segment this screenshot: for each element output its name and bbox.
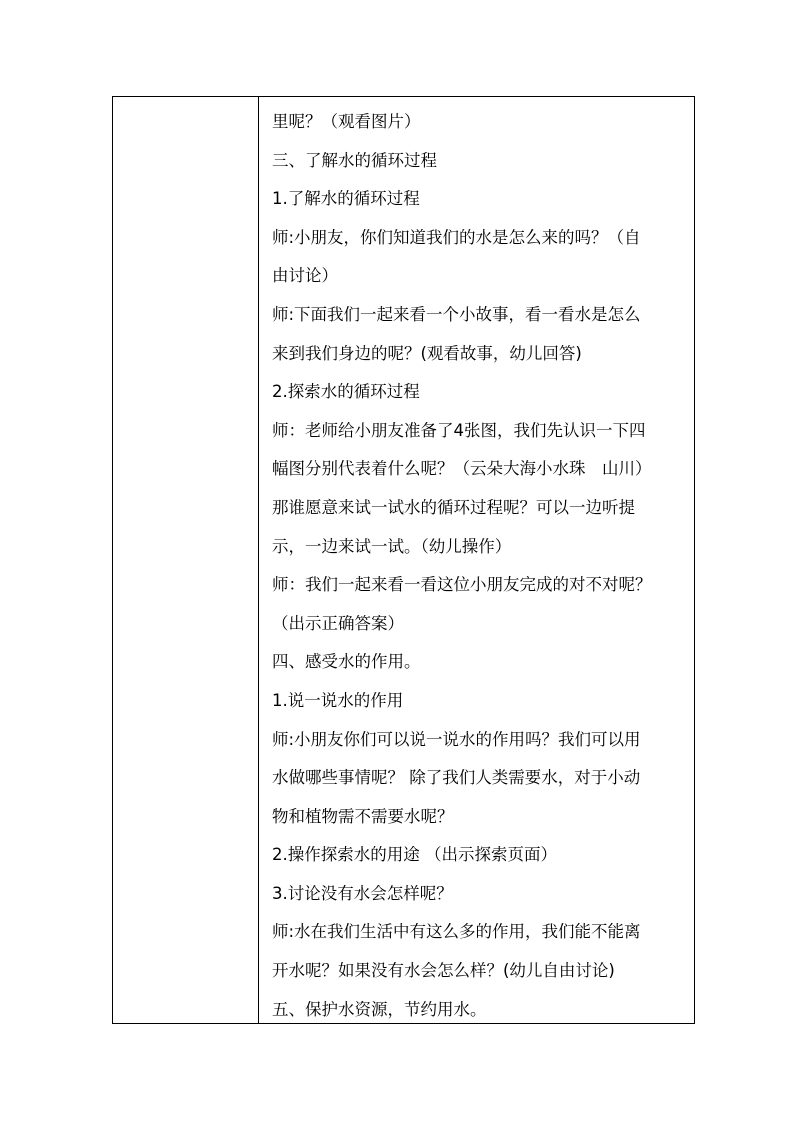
text-line: 开水呢？如果没有水会怎么样？(幼儿自由讨论) [272, 961, 615, 981]
text-line: 师：老师给小朋友准备了4张图，我们先认识一下四 [272, 420, 646, 440]
text-line: 由讨论） [272, 266, 338, 286]
text-line: 示，一边来试一试。（幼儿操作） [272, 536, 512, 556]
subsection-heading: 1.了解水的循环过程 [272, 189, 420, 209]
section-heading: 五、保护水资源，节约用水。 [272, 999, 487, 1019]
table-right-cell [259, 97, 694, 1023]
section-heading: 四、感受水的作用。 [272, 652, 421, 672]
section-heading: 三、了解水的循环过程 [272, 150, 437, 170]
text-line: 师:小朋友，你们知道我们的水是怎么来的吗？（自 [272, 227, 641, 247]
subsection-heading: 1.说一说水的作用 [272, 690, 404, 710]
text-line: 物和植物需不需要水呢？ [272, 806, 454, 826]
subsection-heading: 2.操作探索水的用途 （出示探索页面） [272, 845, 557, 865]
text-line: 师:小朋友你们可以说一说水的作用吗？我们可以用 [272, 729, 641, 749]
text-line: 水做哪些事情呢？ 除了我们人类需要水，对于小动 [272, 768, 641, 788]
text-line: 师:水在我们生活中有这么多的作用，我们能不能离 [272, 922, 641, 942]
text-line: 师：我们一起来看一看这位小朋友完成的对不对呢？ [272, 575, 652, 595]
subsection-heading: 3.讨论没有水会怎样呢？ [272, 883, 453, 903]
table-left-cell [113, 97, 259, 1023]
subsection-heading: 2.探索水的循环过程 [272, 382, 420, 402]
text-line: 里呢？（观看图片） [272, 112, 421, 131]
text-line: 那谁愿意来试一试水的循环过程呢？可以一边听提 [272, 497, 635, 517]
document-table [112, 96, 695, 1024]
text-line: 来到我们身边的呢？(观看故事，幼儿回答) [272, 343, 582, 363]
text-line: （出示正确答案） [272, 613, 404, 633]
text-line: 幅图分别代表着什么呢？（云朵大海小水珠 山川） [272, 459, 652, 479]
text-line: 师:下面我们一起来看一个小故事，看一看水是怎么 [272, 304, 641, 324]
